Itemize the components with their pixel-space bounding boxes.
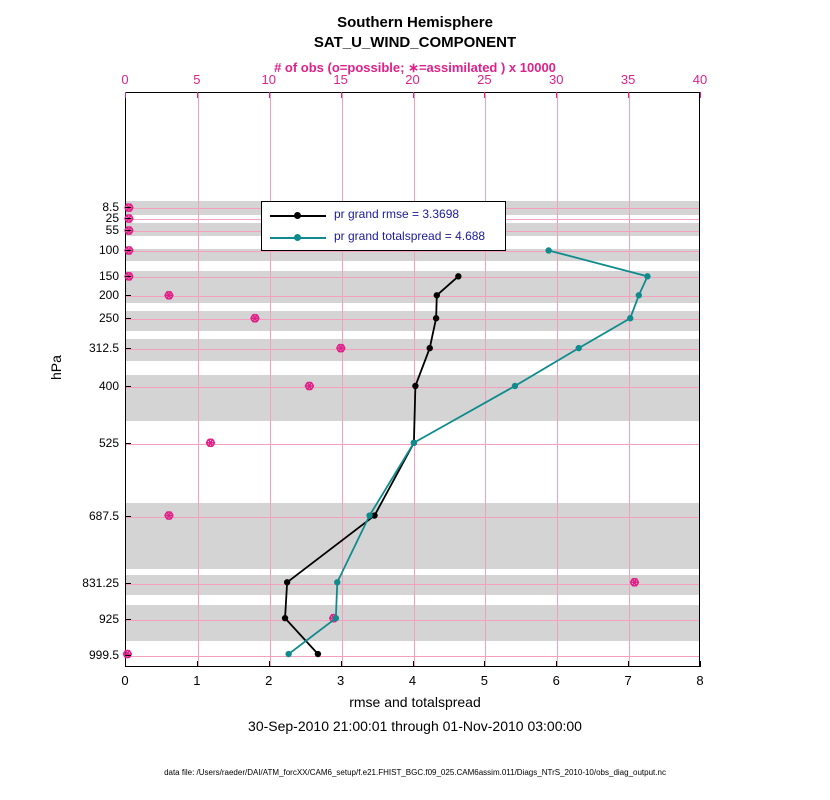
x-tick-mark-bottom: [125, 661, 126, 667]
y-tick-label: 687.5: [88, 509, 119, 523]
y-tick-label: 400: [98, 379, 119, 393]
series-marker: [334, 579, 340, 585]
y-tick-mark: [125, 318, 131, 319]
series-marker: [282, 615, 288, 621]
x-tick-mark-top: [700, 92, 701, 98]
x-tick-label-top: 10: [261, 72, 276, 87]
x-tick-label-top: 40: [692, 72, 708, 87]
y-tick-mark: [125, 443, 131, 444]
legend: [261, 201, 506, 251]
y-tick-label: 25: [105, 211, 119, 225]
legend-marker-totalspread: [294, 234, 301, 241]
y-tick-label: 525: [98, 436, 119, 450]
x-tick-mark-bottom: [700, 661, 701, 667]
series-marker: [284, 579, 290, 585]
series-marker: [636, 292, 642, 298]
series-marker: [285, 651, 291, 657]
y-tick-label: 100: [98, 243, 119, 257]
x-tick-label-bottom: 8: [696, 673, 704, 688]
series-marker: [433, 315, 439, 321]
x-tick-label-top: 0: [121, 72, 129, 87]
series-line: [285, 276, 458, 654]
x-tick-label-top: 35: [620, 72, 636, 87]
chart-title-line2: SAT_U_WIND_COMPONENT: [313, 34, 517, 51]
y-tick-mark: [125, 230, 131, 231]
x-tick-label-bottom: 0: [121, 673, 129, 688]
y-tick-mark: [125, 348, 131, 349]
x-tick-label-top: 5: [193, 72, 201, 87]
series-marker: [412, 383, 418, 389]
y-tick-mark: [125, 655, 131, 656]
top-axis-title: # of obs (o=possible; ∗=assimilated ) x 10000: [274, 60, 556, 75]
y-tick-label: 312.5: [88, 341, 119, 355]
series-marker: [315, 651, 321, 657]
y-tick-label: 200: [98, 288, 119, 302]
x-tick-mark-top: [125, 92, 126, 98]
x-tick-mark-bottom: [484, 661, 485, 667]
x-tick-mark-bottom: [341, 661, 342, 667]
x-tick-label-bottom: 5: [480, 673, 488, 688]
x-tick-mark-bottom: [269, 661, 270, 667]
y-tick-label: 150: [98, 269, 119, 283]
y-tick-label: 831.25: [82, 576, 119, 590]
legend-marker-rmse: [294, 212, 301, 219]
date-range-label: 30-Sep-2010 21:00:01 through 01-Nov-2010 03:00:00: [248, 718, 582, 734]
y-tick-mark: [125, 207, 131, 208]
x-tick-label-top: 30: [549, 72, 564, 87]
x-tick-mark-bottom: [197, 661, 198, 667]
x-tick-mark-top: [556, 92, 557, 98]
y-tick-label: 55: [105, 223, 119, 237]
x-tick-label-top: 15: [333, 72, 348, 87]
series-marker: [434, 292, 440, 298]
y-tick-mark: [125, 295, 131, 296]
x-tick-label-bottom: 7: [624, 673, 632, 688]
x-tick-mark-top: [484, 92, 485, 98]
x-tick-mark-top: [413, 92, 414, 98]
x-tick-label-bottom: 1: [193, 673, 201, 688]
series-marker: [576, 345, 582, 351]
legend-item-totalspread: [262, 226, 505, 248]
x-tick-label-bottom: 6: [552, 673, 560, 688]
series-overlay: [126, 93, 699, 666]
x-axis-label: rmse and totalspread: [349, 694, 481, 710]
series-marker: [545, 247, 551, 253]
series-marker: [333, 615, 339, 621]
legend-label-totalspread: pr grand totalspread = 4.688: [334, 229, 486, 243]
series-marker: [427, 345, 433, 351]
y-tick-label: 250: [98, 311, 119, 325]
y-tick-mark: [125, 386, 131, 387]
series-marker: [411, 440, 417, 446]
legend-item-rmse: [262, 204, 505, 226]
chart-title-line1: Southern Hemisphere: [337, 14, 493, 31]
y-tick-mark: [125, 619, 131, 620]
series-marker: [512, 383, 518, 389]
x-tick-mark-top: [197, 92, 198, 98]
series-marker: [366, 512, 372, 518]
x-tick-mark-top: [269, 92, 270, 98]
y-tick-mark: [125, 218, 131, 219]
x-tick-label-top: 20: [405, 72, 420, 87]
y-tick-label: 8.5: [102, 200, 119, 214]
series-marker: [644, 273, 650, 279]
x-tick-label-top: 25: [477, 72, 492, 87]
y-tick-mark: [125, 516, 131, 517]
series-marker: [455, 273, 461, 279]
x-tick-mark-bottom: [556, 661, 557, 667]
x-tick-mark-top: [628, 92, 629, 98]
series-marker: [627, 315, 633, 321]
legend-label-rmse: pr grand rmse = 3.3698: [334, 207, 460, 221]
y-tick-mark: [125, 250, 131, 251]
x-tick-label-bottom: 4: [408, 673, 417, 688]
x-tick-mark-bottom: [413, 661, 414, 667]
y-tick-label: 999.5: [88, 648, 119, 662]
series-line: [289, 250, 648, 654]
x-tick-mark-top: [341, 92, 342, 98]
data-file-label: data file: /Users/raeder/DAI/ATM_forcXX/CAM6_setup/f.e21.FHIST_BGC.f09_025.CAM6assim.011/Diags_NTrS_2010-10/obs_diag_output.nc: [164, 768, 666, 777]
y-tick-mark: [125, 583, 131, 584]
plot-area: [125, 92, 700, 667]
x-tick-label-bottom: 3: [337, 673, 345, 688]
y-axis-label: hPa: [48, 355, 64, 380]
y-tick-mark: [125, 276, 131, 277]
y-tick-label: 925: [98, 612, 119, 626]
x-tick-mark-bottom: [628, 661, 629, 667]
x-tick-label-bottom: 2: [265, 673, 273, 688]
